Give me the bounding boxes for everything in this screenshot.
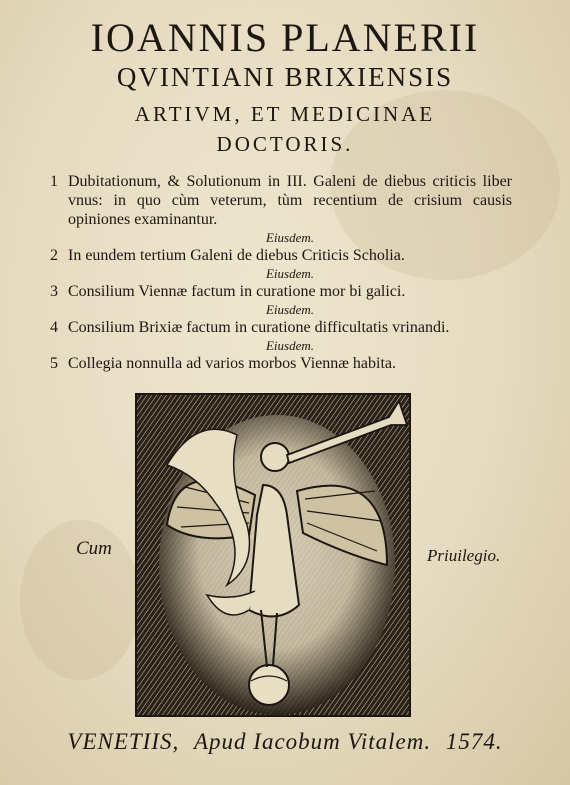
item-author: Eiusdem. (265, 302, 315, 317)
item-number: 2 (50, 247, 58, 264)
list-item (42, 354, 512, 373)
item-author: Eiusdem. (265, 266, 315, 281)
privilege-cum: Cum (76, 538, 112, 559)
contents-list (42, 172, 512, 373)
imprint-publisher: Apud Iacobum Vitalem. (194, 729, 432, 754)
item-text: Collegia nonnulla ad varios morbos Viennæ habita. (68, 355, 397, 372)
item-number: 4 (50, 319, 58, 336)
title-author-name: IOANNIS PLANERII (90, 15, 480, 60)
imprint-line (0, 729, 570, 755)
list-item (42, 282, 512, 318)
fame-angel-illustration (137, 395, 409, 715)
item-number: 1 (50, 173, 58, 190)
title-doctoris: DOCTORIS. (216, 132, 354, 156)
list-item (42, 246, 512, 282)
list-item (42, 318, 512, 354)
list-item (42, 172, 512, 246)
globe-icon (249, 665, 289, 705)
woodcut-printer-device (135, 393, 411, 717)
imprint-year: 1574. (445, 729, 503, 754)
item-text: Consilium Viennæ factum in curatione mor bi galici. (68, 283, 406, 300)
item-number: 3 (50, 283, 58, 300)
imprint-place: VENETIIS, (67, 729, 180, 754)
title-author-origin: QVINTIANI BRIXIENSIS (116, 62, 454, 92)
item-text: Consilium Brixiæ factum in curatione difficultatis vrinandi. (68, 319, 450, 336)
item-author: Eiusdem. (265, 338, 315, 353)
item-number: 5 (50, 355, 58, 372)
item-text: Dubitationum, & Solutionum in III. Galeni de diebus criticis liber vnus: in quo cùm veterum, tùm recentium de crisium causis opiniones examinantur. (68, 173, 512, 228)
item-author: Eiusdem. (265, 230, 315, 245)
item-text: In eundem tertium Galeni de diebus Criticis Scholia. (68, 247, 405, 264)
title-degree: ARTIVM, ET MEDICINAE (134, 102, 436, 126)
privilege-priuilegio: Priuilegio. (427, 546, 501, 565)
